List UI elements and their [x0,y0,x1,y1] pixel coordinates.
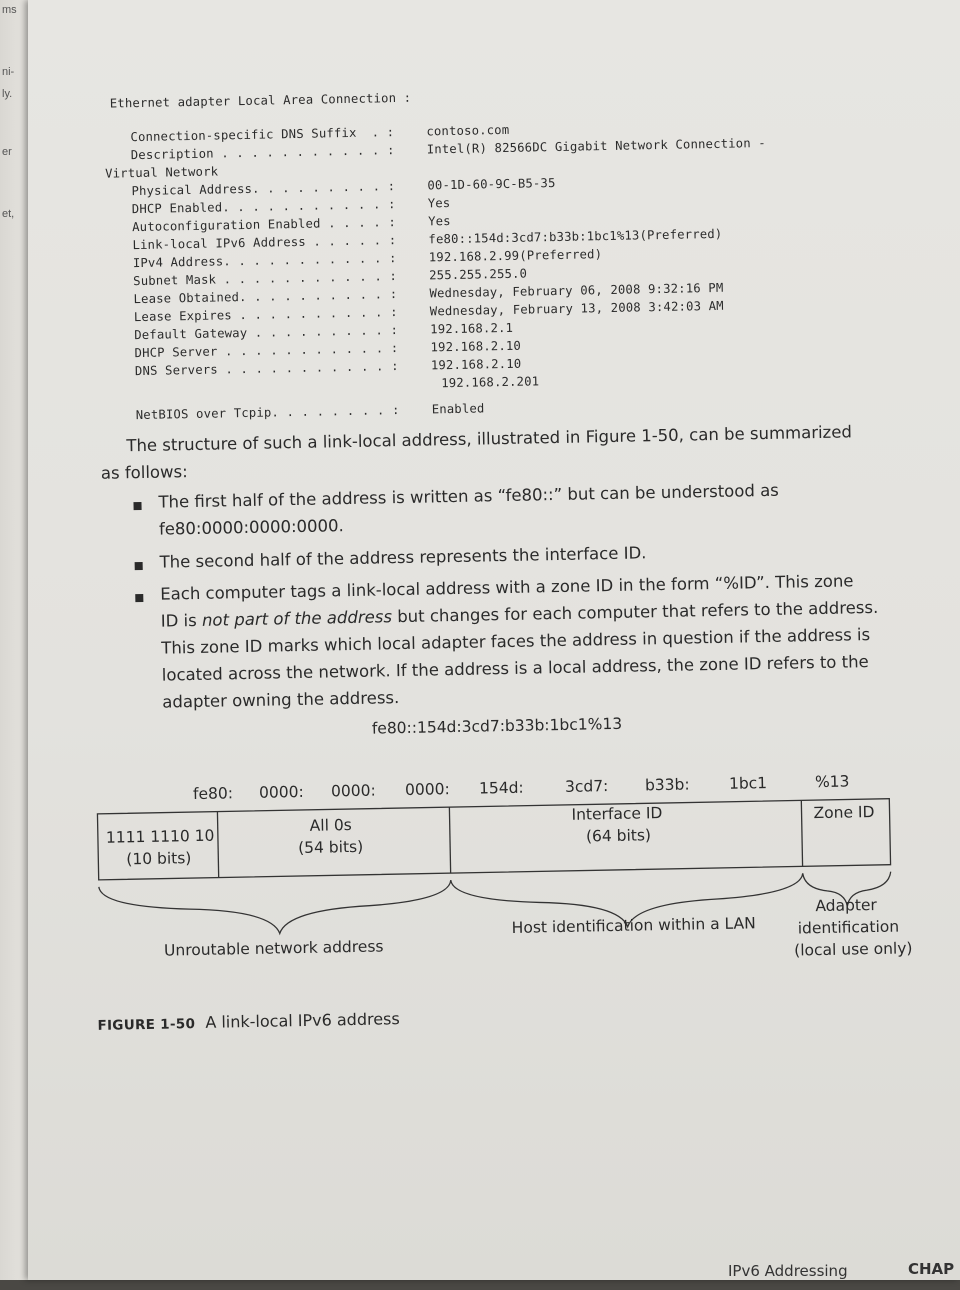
ipconfig-value: 192.168.2.99(Preferred) [428,247,603,265]
ipconfig-label: Description . . . . . . . . . . . : [130,143,395,163]
bullet-line: located across the network. If the address is a local address, the zone ID refers to the [161,652,869,685]
field-divider [801,800,802,866]
ipconfig-value: 192.168.2.201 [441,374,540,391]
address-group: fe80: [192,784,234,804]
ipconfig-label: Connection-specific DNS Suffix . : [130,125,395,145]
network-address-label: Unroutable network address [163,937,384,960]
prefix-bits-count: (10 bits) [126,849,192,869]
ipconfig-label: DNS Servers . . . . . . . . . . . : [134,359,399,379]
ipconfig-label: Lease Expires . . . . . . . . . . : [133,305,398,325]
bullet-line: This zone ID marks which local adapter faces the address in question if the address is [161,625,871,658]
figure-title: A link-local IPv6 address [205,1009,400,1032]
margin-fragment: er [2,146,12,158]
margin-fragment: ly. [2,88,13,100]
ipconfig-label: Lease Obtained. . . . . . . . . . : [133,287,398,307]
prefix-bits-label: 1111 1110 10 [105,826,215,847]
book-page [28,0,960,1280]
ipconfig-value: 192.168.2.1 [430,320,514,337]
network-brace [99,880,452,937]
ipconfig-value: contoso.com [426,122,510,139]
ipconfig-label: Virtual Network [105,164,219,181]
margin-fragment: ni- [2,66,15,78]
ipconfig-label: Link-local IPv6 Address . . . . . : [132,233,397,253]
page-content [32,0,960,1290]
bullet-line: The second half of the address represents the interface ID. [159,543,647,572]
ipconfig-value: Intel(R) 82566DC Gigabit Network Connection - [426,135,767,157]
address-group: 154d: [478,778,524,798]
address-group: b33b: [644,775,690,795]
ipconfig-label: Physical Address. . . . . . . . . : [131,179,396,199]
interface-id-label: Interface ID [571,804,663,824]
bullet-line: Each computer tags a link-local address with a zone ID in the form “%ID”. This zone [160,571,854,604]
ipconfig-value: Wednesday, February 06, 2008 9:32:16 PM [429,280,724,301]
figure-address: fe80::154d:3cd7:b33b:1bc1%13 [371,714,623,738]
bullet-line-part: ID is [160,610,203,631]
adapter-header: Ethernet adapter Local Area Connection : [109,90,412,111]
bullet-line: adapter owning the address. [162,688,400,712]
figure-number: FIGURE 1-50 [97,1016,196,1034]
host-identification-label: Host identification within a LAN [511,914,756,937]
address-bar-outline [97,799,890,880]
ipconfig-value: Wednesday, February 13, 2008 3:42:03 AM [429,298,724,319]
bullet-line: The first half of the address is written as “fe80::” but can be understood as [158,480,779,512]
ipconfig-label: DHCP Server . . . . . . . . . . . : [134,341,399,361]
emphasis-text: not part of the address [201,607,393,630]
ipconfig-label: Subnet Mask . . . . . . . . . . . : [133,269,398,289]
ipconfig-label: Default Gateway . . . . . . . . . : [134,323,399,343]
field-divider [217,812,218,878]
address-group: 0000: [404,780,450,799]
adapter-label-line: Adapter [815,895,878,916]
address-group: 0000: [330,781,376,801]
margin-fragment: et, [2,208,15,220]
address-group: 1bc1 [728,774,768,793]
bullet-line-part: but changes for each computer that refers to the address. [391,597,879,627]
running-footer-section: IPv6 Addressing [728,1262,848,1280]
intro-line: The structure of such a link-local address, illustrated in Figure 1-50, can be summarized [126,422,853,456]
zeros-label: All 0s [309,816,352,835]
adapter-label-line: identification [797,917,900,938]
ipconfig-value: Enabled [431,401,485,417]
field-divider [449,807,450,873]
intro-line: as follows: [100,462,188,483]
ipconfig-value: 192.168.2.10 [430,356,522,373]
interface-id-bits: (64 bits) [585,826,652,846]
ipconfig-value: 192.168.2.10 [430,338,522,355]
running-footer-chapter: CHAP [908,1260,955,1278]
ipconfig-label: IPv4 Address. . . . . . . . . . . : [132,251,397,271]
address-group: 0000: [258,782,304,802]
ipconfig-label: Autoconfiguration Enabled . . . . : [132,215,397,235]
zone-id-label: Zone ID [813,802,875,823]
ipconfig-value: Yes [427,214,451,229]
address-group: %13 [814,772,850,792]
figure-caption [97,1009,400,1034]
ipconfig-value: 255.255.255.0 [429,266,528,283]
margin-fragment: ms [2,4,17,16]
ipconfig-value: Yes [427,196,451,211]
ipconfig-label: NetBIOS over Tcpip. . . . . . . . : [135,403,400,423]
ipconfig-value: 00-1D-60-9C-B5-35 [427,175,556,193]
ipconfig-value: fe80::154d:3cd7:b33b:1bc1%13(Preferred) [428,226,723,247]
zeros-bits-count: (54 bits) [297,837,364,858]
adapter-label-line: (local use only) [794,939,913,960]
bullet-line: fe80:0000:0000:0000. [158,516,344,539]
ipconfig-label: DHCP Enabled. . . . . . . . . . . : [131,197,396,217]
address-group: 3cd7: [564,777,609,796]
